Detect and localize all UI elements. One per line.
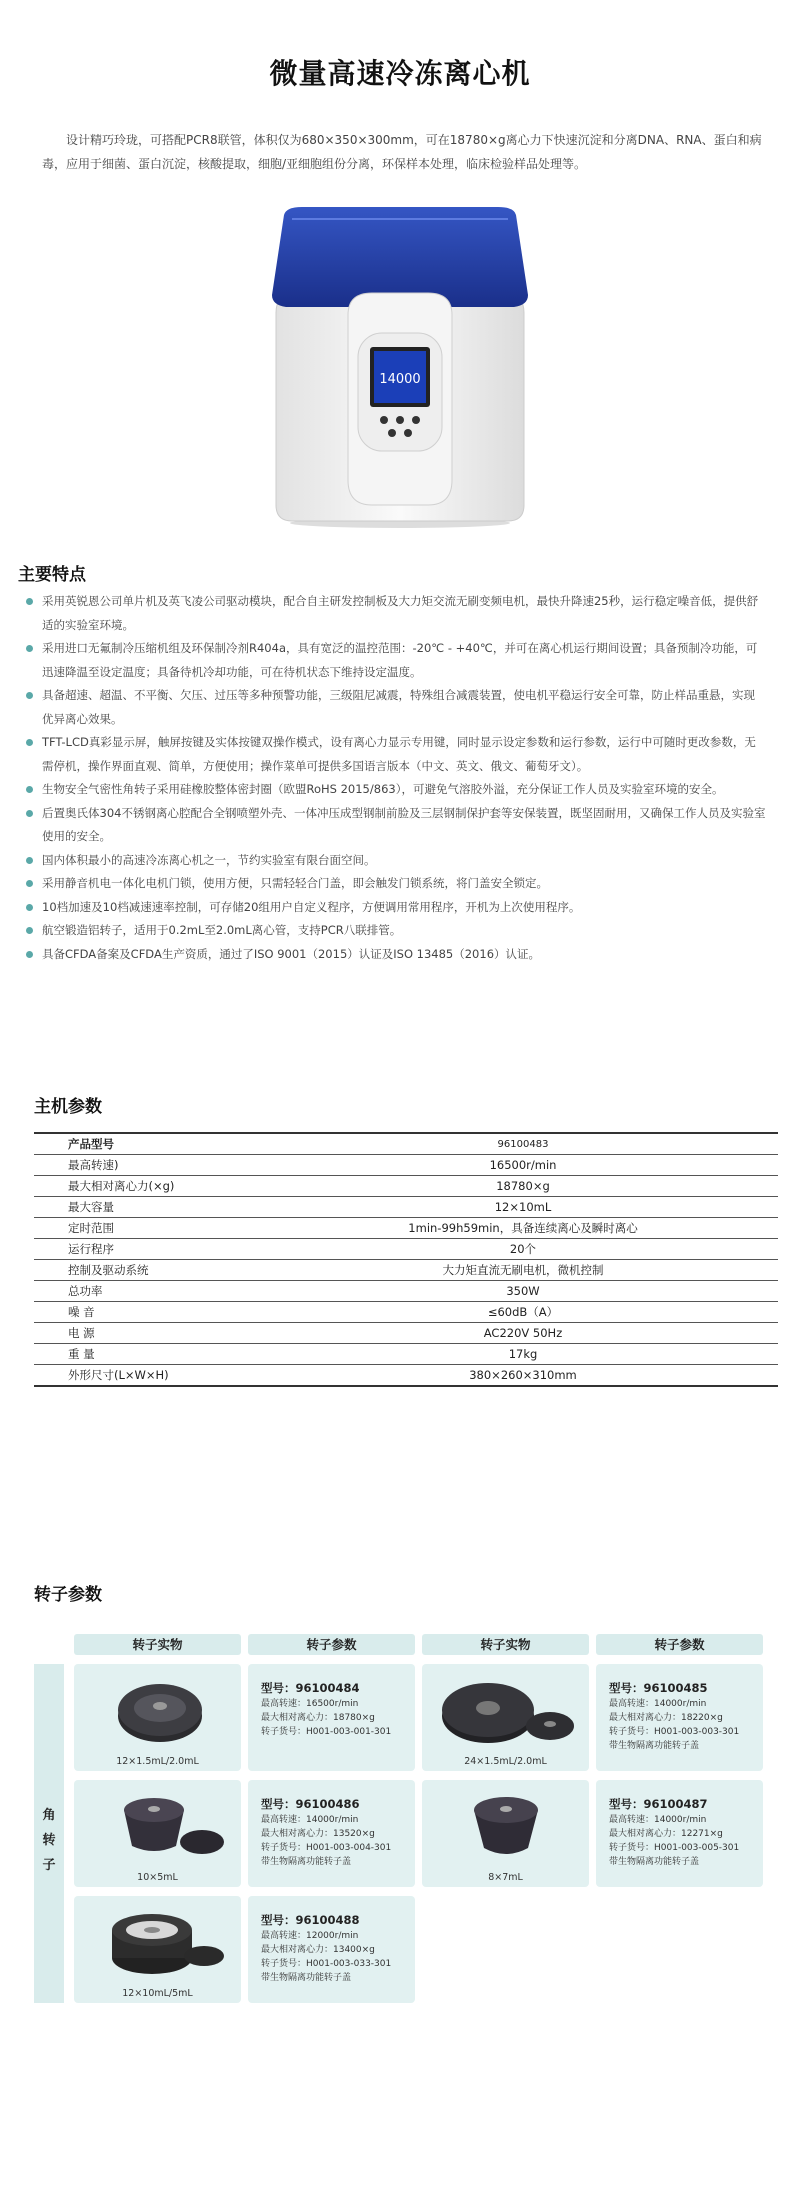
rotor-params-cell <box>248 1664 415 1771</box>
spec-row <box>34 1218 778 1239</box>
feature-item <box>24 731 766 778</box>
spec-row <box>34 1365 778 1387</box>
spec-key: 电 源 <box>34 1323 268 1344</box>
rotor-params-cell <box>596 1780 763 1887</box>
rotor-photo <box>74 1896 241 1986</box>
rotor-params-cell <box>596 1664 763 1771</box>
feature-item <box>24 849 766 873</box>
rotor-spec-line: 带生物隔离功能转子盖 <box>261 1857 352 1867</box>
screen-readout: 14000 <box>379 372 421 387</box>
feature-item <box>24 872 766 896</box>
spec-row <box>34 1323 778 1344</box>
spec-row <box>34 1176 778 1197</box>
rotor-model: 型号：96100488 <box>261 1913 360 1927</box>
rotor-image-cell <box>74 1896 241 2003</box>
rotor-spec-line: 转子货号：H001-003-001-301 <box>261 1727 392 1737</box>
spec-value: 350W <box>268 1281 778 1302</box>
spec-key: 最高转速) <box>34 1155 268 1176</box>
rotor-spec-line: 最大相对离心力：18780×g <box>261 1713 375 1723</box>
bullet-icon <box>26 951 33 958</box>
rotor-type-char: 角 <box>42 1808 56 1823</box>
rotor-header-params-2: 转子参数 <box>596 1634 763 1655</box>
rotor-caption: 10×5mL <box>137 1872 178 1883</box>
spec-value: 16500r/min <box>268 1155 778 1176</box>
rotor-spec-line: 转子货号：H001-003-004-301 <box>261 1843 392 1853</box>
rotor-params-cell <box>248 1780 415 1887</box>
rotor-header-image-1: 转子实物 <box>74 1634 241 1655</box>
rotor-spec-line: 最高转速：14000r/min <box>261 1815 359 1825</box>
feature-item <box>24 896 766 920</box>
spec-row <box>34 1133 778 1155</box>
spec-key: 外形尺寸(L×W×H) <box>34 1365 268 1387</box>
bullet-icon <box>26 645 33 652</box>
spec-row <box>34 1344 778 1365</box>
spec-value: AC220V 50Hz <box>268 1323 778 1344</box>
rotor-photo <box>422 1664 589 1754</box>
rotor-caption: 8×7mL <box>488 1872 523 1883</box>
spec-key: 重 量 <box>34 1344 268 1365</box>
spec-row <box>34 1260 778 1281</box>
rotor-image-cell <box>422 1780 589 1887</box>
rotor-photo <box>74 1664 241 1754</box>
feature-text: 采用静音机电一体化电机门锁，使用方便，只需轻轻合门盖，即会触发门锁系统，将门盖安全锁定。 <box>42 876 548 890</box>
spec-value: 380×260×310mm <box>268 1365 778 1387</box>
intro-paragraph: 设计精巧玲珑，可搭配PCR8联管，体积仅为680×350×300mm，可在18780×g离心力下快速沉淀和分离DNA、RNA、蛋白和病毒，应用于细菌、蛋白沉淀，核酸提取，细胞/亚细胞组份分离，环保样本处理，临床检验样品处理等。 <box>42 133 762 171</box>
feature-text: 采用进口无氟制冷压缩机组及环保制冷剂R404a，具有宽泛的温控范围：-20℃ - +40℃，并可在离心机运行期间设置；具备预制冷功能，可迅速降温至设定温度；具备待机冷却功能，可在待机状态下维持设定温度。 <box>42 641 758 679</box>
rotor-model: 型号：96100485 <box>609 1681 708 1695</box>
rotor-photo <box>422 1780 589 1870</box>
rotor-header-image-2: 转子实物 <box>422 1634 589 1655</box>
spec-value: 96100483 <box>268 1133 778 1155</box>
spec-row <box>34 1155 778 1176</box>
rotor-caption: 24×1.5mL/2.0mL <box>464 1756 547 1767</box>
spec-value: 1min-99h59min，具备连续离心及瞬时离心 <box>268 1218 778 1239</box>
rotor-heading: 转子参数 <box>34 1585 102 1605</box>
rotor-caption: 12×10mL/5mL <box>122 1988 193 1999</box>
rotor-model: 型号：96100487 <box>609 1797 708 1811</box>
rotor-spec-line: 带生物隔离功能转子盖 <box>261 1973 352 1983</box>
feature-text: 具备CFDA备案及CFDA生产资质，通过了ISO 9001（2015）认证及ISO 13485（2016）认证。 <box>42 946 541 961</box>
spec-key: 控制及驱动系统 <box>34 1260 268 1281</box>
rotor-spec-line: 最大相对离心力：18220×g <box>609 1713 723 1723</box>
spec-row <box>34 1239 778 1260</box>
rotor-image-cell <box>74 1664 241 1771</box>
page-title: 微量高速冷冻离心机 <box>269 57 531 90</box>
feature-text: TFT-LCD真彩显示屏，触屏按键及实体按键双操作模式，设有离心力显示专用键，同时显示设定参数和运行参数，运行中可随时更改参数，无需停机，操作界面直观、简单，方便使用；操作菜单可提供多国语言版本（中文、英文、俄文、葡萄牙文）。 <box>42 735 756 773</box>
bullet-icon <box>26 927 33 934</box>
bullet-icon <box>26 880 33 887</box>
rotor-spec-line: 转子货号：H001-003-005-301 <box>609 1843 740 1853</box>
rotor-spec-line: 带生物隔离功能转子盖 <box>609 1857 700 1867</box>
centrifuge-image <box>262 205 538 530</box>
spec-table <box>34 1132 778 1387</box>
rotor-spec-line: 转子货号：H001-003-003-301 <box>609 1727 740 1737</box>
feature-text: 航空锻造铝转子，适用于0.2mL至2.0mL离心管，支持PCR八联排管。 <box>42 923 402 937</box>
feature-text: 生物安全气密性角转子采用硅橡胶整体密封圈（欧盟RoHS 2015/863），可避免气溶胶外溢，充分保证工作人员及实验室环境的安全。 <box>42 782 724 796</box>
rotor-spec-line: 带生物隔离功能转子盖 <box>609 1741 700 1751</box>
bullet-icon <box>26 739 33 746</box>
bullet-icon <box>26 857 33 864</box>
feature-item <box>24 943 766 967</box>
spec-value: 大力矩直流无刷电机，微机控制 <box>268 1260 778 1281</box>
rotor-spec-line: 最大相对离心力：13400×g <box>261 1945 375 1955</box>
rotor-image-cell <box>422 1664 589 1771</box>
spec-value: 20个 <box>268 1239 778 1260</box>
rotor-type-label <box>34 1664 64 2003</box>
bullet-icon <box>26 810 33 817</box>
features-heading: 主要特点 <box>18 565 86 585</box>
bullet-icon <box>26 598 33 605</box>
rotor-params-cell <box>248 1896 415 2003</box>
features-list <box>24 590 766 966</box>
feature-text: 采用英锐恩公司单片机及英飞凌公司驱动模块，配合自主研发控制板及大力矩交流无刷变频电机，最快升降速25秒，运行稳定噪音低，提供舒适的实验室环境。 <box>42 594 759 632</box>
rotor-type-char: 子 <box>42 1858 56 1873</box>
spec-key: 总功率 <box>34 1281 268 1302</box>
rotor-image-cell <box>74 1780 241 1887</box>
feature-item <box>24 778 766 802</box>
rotor-spec-line: 最高转速：12000r/min <box>261 1931 359 1941</box>
spec-value: 12×10mL <box>268 1197 778 1218</box>
rotor-model: 型号：96100484 <box>261 1681 360 1695</box>
feature-text: 具备超速、超温、不平衡、欠压、过压等多种预警功能，三级阻尼减震，特殊组合减震装置，使电机平稳运行安全可靠，防止样品重悬，实现优异离心效果。 <box>42 688 755 726</box>
spec-row <box>34 1281 778 1302</box>
feature-text: 10档加速及10档减速速率控制，可存储20组用户自定义程序，方便调用常用程序，开机为上次使用程序。 <box>42 899 581 914</box>
feature-item <box>24 919 766 943</box>
spec-key: 最大容量 <box>34 1197 268 1218</box>
rotor-header-params-1: 转子参数 <box>248 1634 415 1655</box>
rotor-spec-line: 最高转速：14000r/min <box>609 1815 707 1825</box>
rotor-spec-line: 最大相对离心力：12271×g <box>609 1829 723 1839</box>
spec-heading: 主机参数 <box>34 1097 102 1117</box>
feature-item <box>24 590 766 637</box>
spec-key: 定时范围 <box>34 1218 268 1239</box>
spec-value: 17kg <box>268 1344 778 1365</box>
bullet-icon <box>26 786 33 793</box>
spec-row <box>34 1302 778 1323</box>
rotor-photo <box>74 1780 241 1870</box>
spec-value: ≤60dB（A） <box>268 1302 778 1323</box>
bullet-icon <box>26 904 33 911</box>
spec-key: 运行程序 <box>34 1239 268 1260</box>
feature-text: 国内体积最小的高速冷冻离心机之一，节约实验室有限台面空间。 <box>42 852 376 867</box>
rotor-caption: 12×1.5mL/2.0mL <box>116 1756 199 1767</box>
feature-item <box>24 684 766 731</box>
rotor-model: 型号：96100486 <box>261 1797 360 1811</box>
feature-item <box>24 802 766 849</box>
rotor-spec-line: 最高转速：16500r/min <box>261 1699 359 1709</box>
rotor-type-char: 转 <box>42 1833 56 1848</box>
spec-key: 噪 音 <box>34 1302 268 1323</box>
spec-key: 产品型号 <box>34 1133 268 1155</box>
feature-item <box>24 637 766 684</box>
rotor-spec-line: 最大相对离心力：13520×g <box>261 1829 375 1839</box>
bullet-icon <box>26 692 33 699</box>
rotor-spec-line: 最高转速：14000r/min <box>609 1699 707 1709</box>
spec-value: 18780×g <box>268 1176 778 1197</box>
rotor-spec-line: 转子货号：H001-003-033-301 <box>261 1959 392 1969</box>
spec-row <box>34 1197 778 1218</box>
spec-key: 最大相对离心力(×g) <box>34 1176 268 1197</box>
feature-text: 后置奥氏体304不锈钢离心腔配合全钢喷塑外壳、一体冲压成型钢制前脸及三层钢制保护套等安保装置，既坚固耐用，又确保工作人员及实验室使用的安全。 <box>42 805 766 843</box>
